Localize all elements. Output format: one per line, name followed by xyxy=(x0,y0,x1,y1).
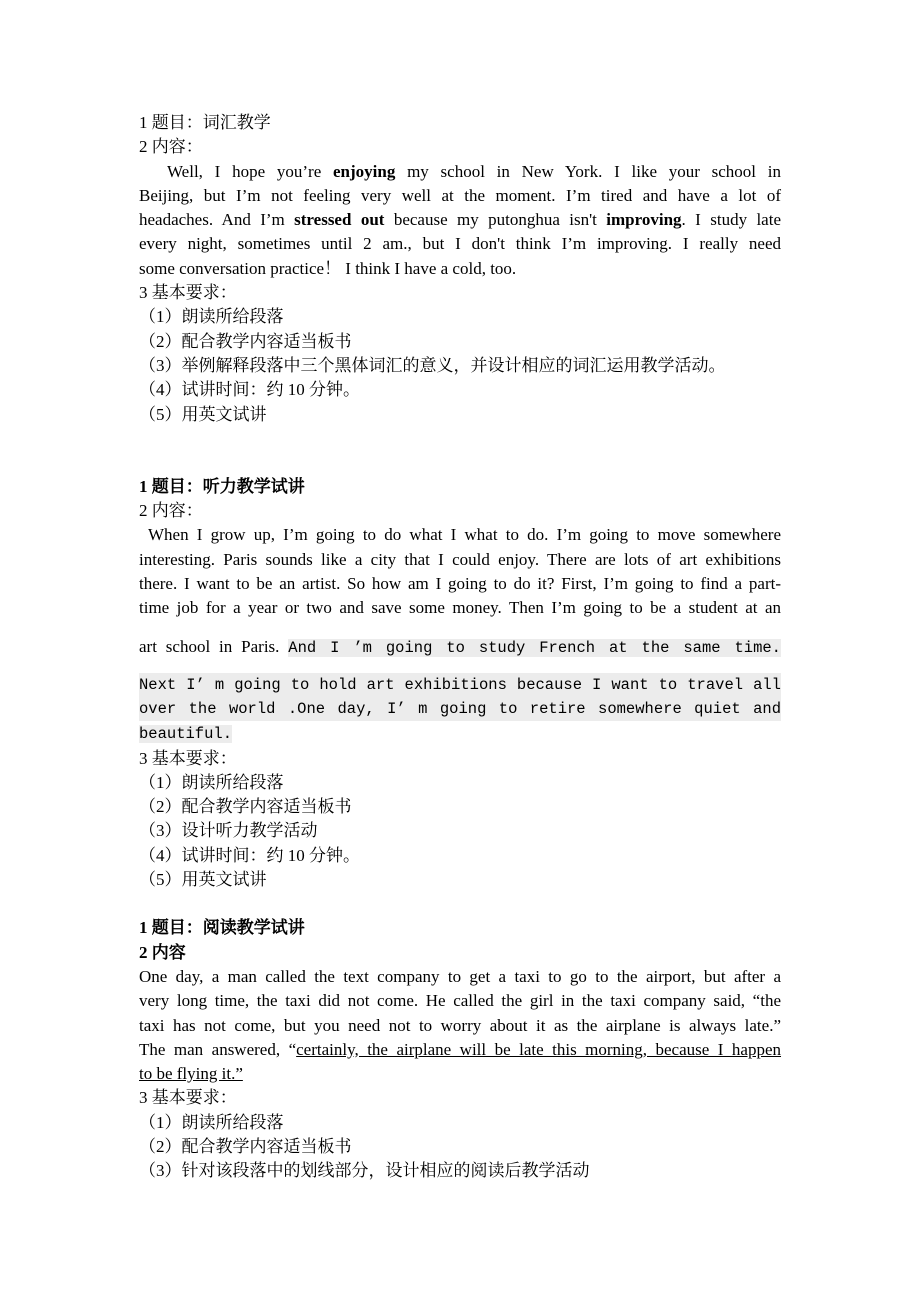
requirement-item: （3）设计听力教学活动 xyxy=(139,821,318,841)
section3-req-label: 3 基本要求： xyxy=(139,1088,237,1108)
section1-req-label: 3 基本要求： xyxy=(139,283,237,303)
highlighted-line: Next I’ m going to hold art exhibitions because I want to travel all xyxy=(139,675,781,694)
requirement-item: （4）试讲时间：约 10 分钟。 xyxy=(139,845,360,865)
highlighted-last xyxy=(139,721,781,746)
section1-passage xyxy=(139,160,781,281)
highlighted-text: And I ’m going to study French at the same time. xyxy=(288,638,781,657)
highlighted-line: over the world .One day, I’ m going to retire somewhere quiet and xyxy=(139,699,781,718)
section2-req-label: 3 基本要求： xyxy=(139,748,237,768)
highlighted-line: beautiful. xyxy=(139,725,233,744)
passage-line xyxy=(139,160,781,184)
passage-text: my school in New York. I like your school in xyxy=(395,161,781,181)
passage-line: there. I want to be an artist. So how am I going to do it? First, I’m going to find a part- xyxy=(139,574,781,594)
section-listening xyxy=(139,475,781,892)
requirement-item: （4）试讲时间：约 10 分钟。 xyxy=(139,380,360,400)
passage-line xyxy=(139,1038,781,1062)
passage-line xyxy=(139,208,781,232)
passage-text: The man answered, “ xyxy=(139,1039,297,1059)
section2-passage xyxy=(139,523,781,746)
passage-text: art school in Paris. xyxy=(139,636,289,656)
requirement-item: （1）朗读所给段落 xyxy=(139,307,284,327)
requirement-item: （5）用英文试讲 xyxy=(139,870,267,890)
underlined-text: certainly, the airplane will be late this morning, because I happen xyxy=(296,1039,782,1059)
spacer xyxy=(139,892,781,916)
section3-content-label: 2 内容 xyxy=(139,942,186,962)
passage-text: because my putonghua isn't xyxy=(384,210,607,230)
section1-content-label: 2 内容： xyxy=(139,137,203,157)
bold-word-improving: improving xyxy=(606,210,682,230)
section3-passage xyxy=(139,965,781,1086)
passage-text: headaches. And I’m xyxy=(139,210,295,230)
passage-line: some conversation practice！ I think I have a cold, too. xyxy=(139,258,517,278)
section-reading xyxy=(139,916,781,1183)
bold-word-stressed-out: stressed out xyxy=(294,210,385,230)
highlighted-block xyxy=(139,673,781,722)
passage-line: very long time, the taxi did not come. He called the girl in the taxi company said, “the xyxy=(139,991,781,1011)
passage-line: interesting. Paris sounds like a city that I could enjoy. There are lots of art exhibitions xyxy=(139,549,781,569)
section2-title: 1 题目：听力教学试讲 xyxy=(139,476,305,496)
section-vocabulary xyxy=(139,111,781,427)
bold-word-enjoying: enjoying xyxy=(332,161,396,181)
passage-line: When I grow up, I’m going to do what I what to do. I’m going to move somewhere xyxy=(148,525,781,545)
passage-line xyxy=(139,634,781,661)
requirement-item: （5）用英文试讲 xyxy=(139,404,267,424)
requirement-item: （1）朗读所给段落 xyxy=(139,772,284,792)
passage-line xyxy=(139,1062,781,1086)
section3-title: 1 题目：阅读教学试讲 xyxy=(139,918,305,938)
requirement-item: （2）配合教学内容适当板书 xyxy=(139,1136,352,1156)
document-page xyxy=(139,111,781,1184)
underlined-text: to be flying it.” xyxy=(139,1064,243,1084)
passage-line: Beijing, but I’m not feeling very well at the moment. I’m tired and have a lot of xyxy=(139,185,781,205)
passage-line: One day, a man called the text company to get a taxi to go to the airport, but after a xyxy=(139,966,781,986)
passage-line: taxi has not come, but you need not to worry about it as the airplane is always late.” xyxy=(139,1015,781,1035)
passage-text: . I study late xyxy=(681,210,781,230)
requirement-item: （1）朗读所给段落 xyxy=(139,1112,284,1132)
section1-title: 1 题目：词汇教学 xyxy=(139,113,271,132)
passage-line: time job for a year or two and save some money. Then I’m going to be a student at an xyxy=(139,598,781,618)
requirement-item: （2）配合教学内容适当板书 xyxy=(139,331,352,351)
passage-text: Well, I hope you’re xyxy=(167,161,333,181)
spacer xyxy=(139,427,781,475)
requirement-item: （3）举例解释段落中三个黑体词汇的意义，并设计相应的词汇运用教学活动。 xyxy=(139,355,726,375)
requirement-item: （3）针对该段落中的划线部分，设计相应的阅读后教学活动 xyxy=(139,1161,590,1181)
section2-content-label: 2 内容： xyxy=(139,501,203,521)
requirement-item: （2）配合教学内容适当板书 xyxy=(139,797,352,817)
passage-line: every night, sometimes until 2 am., but I don't think I’m improving. I really need xyxy=(139,234,781,254)
